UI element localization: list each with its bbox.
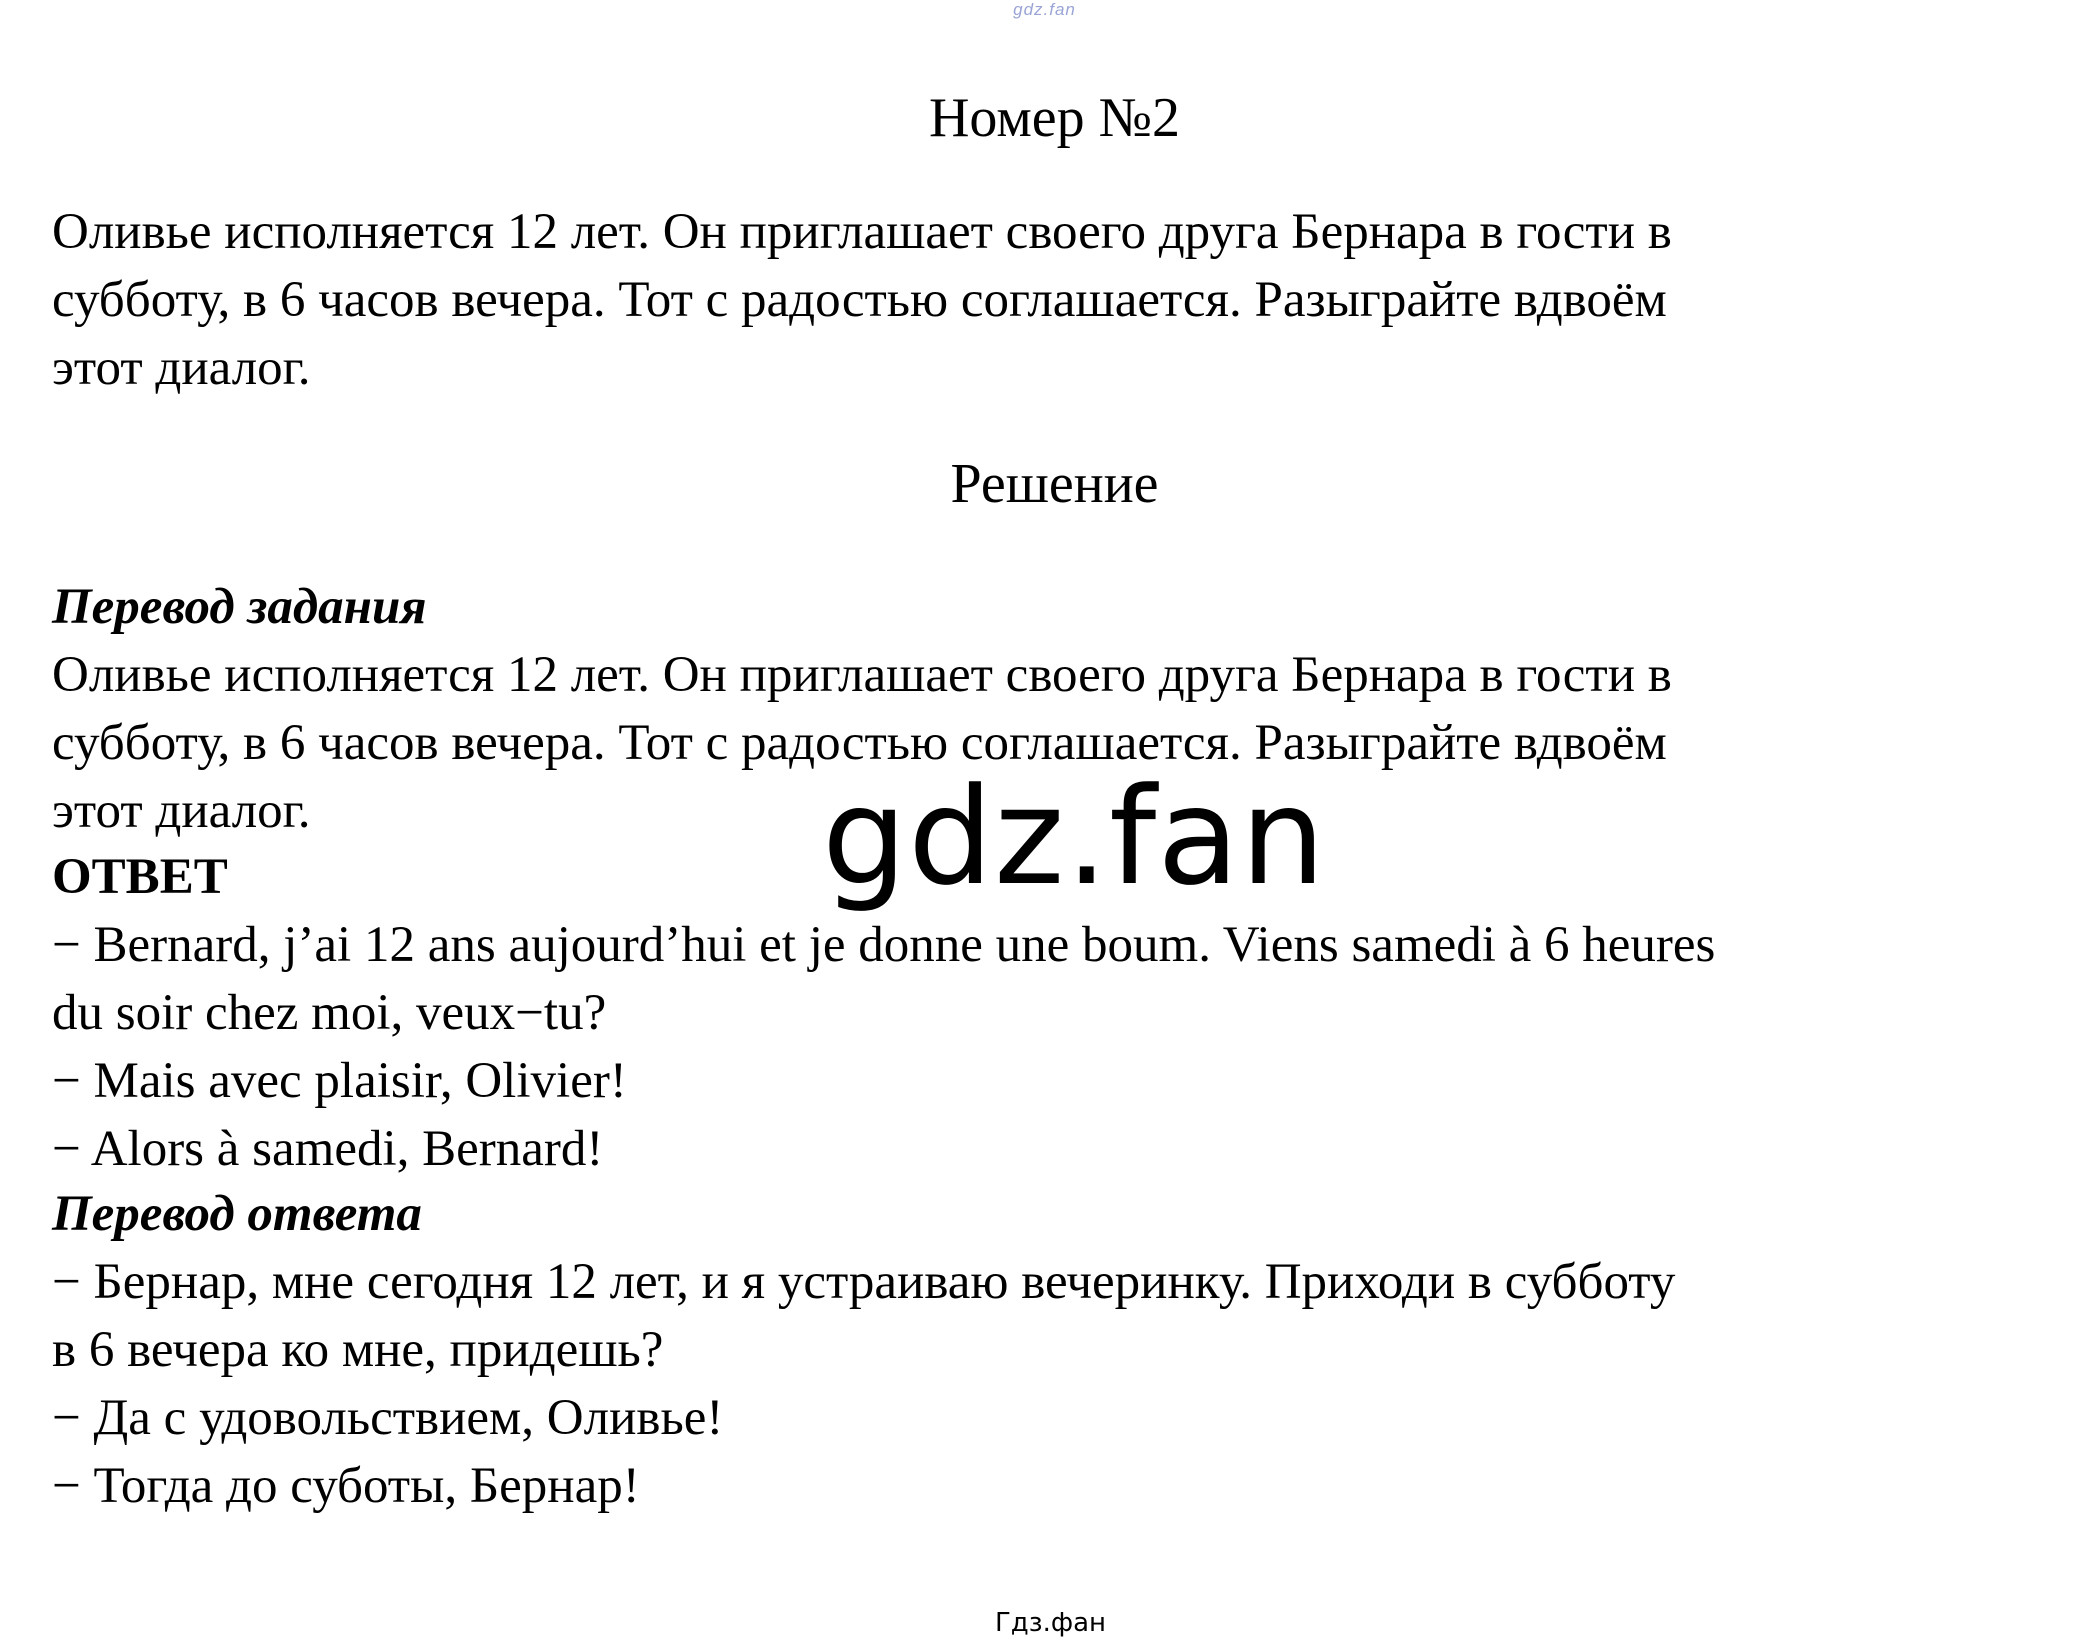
answer-line: − Bernard, j’ai 12 ans aujourd’hui et je donne une boum. Viens samedi à 6 heures bbox=[52, 917, 1716, 973]
task-text bbox=[52, 198, 2052, 402]
answer-translation-line: − Бернар, мне сегодня 12 лет, и я устраиваю вечеринку. Приходи в субботу bbox=[52, 1254, 1676, 1310]
answer-translation-text bbox=[52, 1248, 2052, 1520]
answer-heading: ОТВЕТ bbox=[52, 849, 228, 905]
answer-translation-heading: Перевод ответа bbox=[52, 1186, 422, 1242]
task-translation-line: Оливье исполняется 12 лет. Он приглашает своего друга Бернара в гости в bbox=[52, 647, 1672, 703]
task-translation-line: субботу, в 6 часов вечера. Тот с радостью соглашается. Разыграйте вдвоём bbox=[52, 715, 1667, 771]
task-line: этот диалог. bbox=[52, 340, 311, 396]
answer-translation-line: − Тогда до суботы, Бернар! bbox=[52, 1458, 640, 1514]
solution-title: Решение bbox=[950, 453, 1159, 515]
task-line: субботу, в 6 часов вечера. Тот с радостью соглашается. Разыграйте вдвоём bbox=[52, 272, 1667, 328]
answer-line: − Mais avec plaisir, Olivier! bbox=[52, 1053, 627, 1109]
task-translation-line: этот диалог. bbox=[52, 783, 311, 839]
center-watermark: gdz.fan bbox=[822, 759, 1327, 915]
task-translation-heading: Перевод задания bbox=[52, 579, 427, 635]
answer-line: du soir chez moi, veux−tu? bbox=[52, 985, 607, 1041]
answer-line: − Alors à samedi, Bernard! bbox=[52, 1121, 604, 1177]
answer-translation-line: в 6 вечера ко мне, придешь? bbox=[52, 1322, 664, 1378]
footer-watermark: Гдз.фан bbox=[994, 1608, 1107, 1638]
answer-dialog bbox=[52, 911, 2052, 1183]
page-title: Номер №2 bbox=[928, 87, 1181, 149]
answer-translation-line: − Да с удовольствием, Оливье! bbox=[52, 1390, 724, 1446]
task-line: Оливье исполняется 12 лет. Он приглашает своего друга Бернара в гости в bbox=[52, 204, 1672, 260]
top-watermark: gdz.fan bbox=[1013, 0, 1076, 19]
